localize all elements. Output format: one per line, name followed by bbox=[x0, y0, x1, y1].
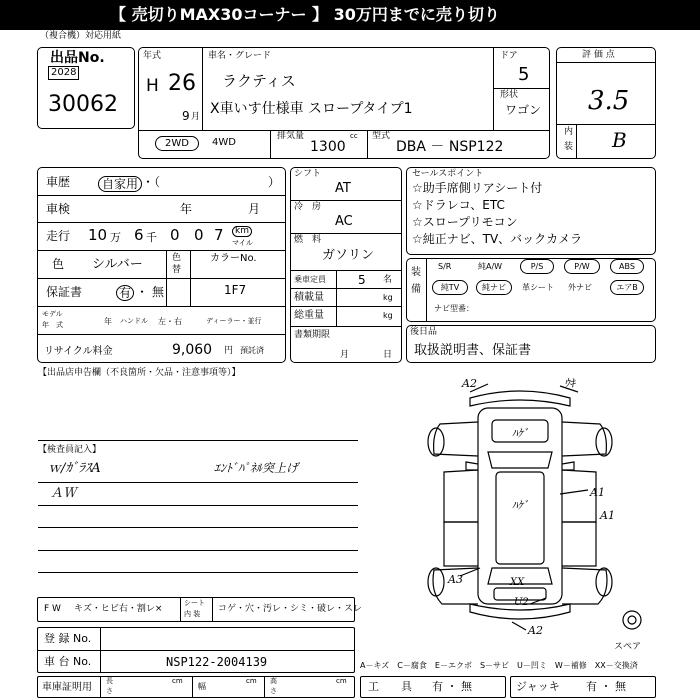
damage-a3: A3 bbox=[448, 573, 463, 586]
lot-number: 30062 bbox=[48, 92, 118, 117]
equip-sr: S/R bbox=[438, 262, 452, 271]
cert-label: 車庫証明用 bbox=[42, 682, 92, 693]
score-label: 評 価 点 bbox=[582, 50, 615, 60]
equip-navi-model: ナビ型番： bbox=[434, 304, 474, 313]
spare-label: スペア bbox=[614, 642, 642, 652]
equipment-label-2: 備 bbox=[411, 284, 421, 295]
color-change-2: 替 bbox=[172, 265, 182, 275]
equip-aw: 純A/W bbox=[478, 262, 503, 271]
recycle-unit: 円 bbox=[224, 346, 234, 356]
dealer-note: 【出品店申告欄（不良箇所・欠品・注意事項等）】 bbox=[38, 368, 241, 378]
mileage-label: 走行 bbox=[46, 229, 71, 243]
doors-label: ドア bbox=[500, 51, 518, 61]
damage-a1: A1 bbox=[590, 486, 605, 499]
chassis-label: 車 台 No. bbox=[44, 655, 92, 668]
inspector-line1: ｗ/ｶﾞﾗｽA bbox=[48, 461, 101, 476]
warranty-label: 保証書 bbox=[46, 285, 83, 299]
doors-value: 5 bbox=[518, 64, 530, 85]
inspector-line2: ＡＷ bbox=[50, 486, 77, 501]
damage-xx: XX bbox=[510, 577, 525, 588]
inspector-line1b: ｴﾝﾄﾞﾊﾟﾈﾙ突上げ bbox=[214, 461, 299, 475]
equip-ps: P/S bbox=[520, 259, 554, 274]
header-sub: （複合機）対応用紙 bbox=[40, 31, 122, 41]
damage-a2-bottom: A2 bbox=[528, 624, 543, 637]
damage-u2: U2 bbox=[514, 597, 529, 608]
shift-label: シフト bbox=[294, 169, 322, 179]
sales-item: ☆スロープリモコン bbox=[412, 215, 518, 229]
vehicle-grade: X車いす仕様車 スロープタイプ1 bbox=[210, 101, 413, 117]
equip-pw: P/W bbox=[564, 259, 600, 274]
vehicle-name: ラクティス bbox=[222, 72, 296, 90]
equip-leather: 革シート bbox=[522, 283, 554, 292]
equip-navi: 純ナビ bbox=[476, 280, 512, 295]
banner-title: 【 売切りMAX30コーナー 】 30万円までに売り切り bbox=[110, 5, 500, 24]
displacement-value: 1300 bbox=[310, 139, 346, 155]
reg-label: 登 録 No. bbox=[44, 632, 92, 645]
cert-height-2: さ bbox=[270, 687, 277, 695]
history-value: 自家用 bbox=[98, 176, 142, 192]
damage-u-top: ｳｷ bbox=[564, 377, 575, 390]
interior-value: B bbox=[612, 128, 627, 152]
capacity-label: 乗車定員 bbox=[294, 275, 326, 284]
body-value: ワゴン bbox=[505, 103, 542, 117]
history-label: 車歴 bbox=[46, 175, 71, 189]
model-value: DBA － NSP122 bbox=[396, 139, 504, 155]
recycle-value: 9,060 bbox=[172, 342, 213, 358]
mileage-sen: 千 bbox=[146, 231, 157, 244]
capacity-unit: 名 bbox=[383, 275, 393, 285]
sales-item: ☆ドラレコ、ETC bbox=[412, 198, 505, 212]
year-num: 26 bbox=[168, 71, 196, 96]
lot-label: 出品No. bbox=[50, 50, 105, 66]
load-label: 積載量 bbox=[294, 292, 324, 303]
fw-label: F W bbox=[44, 604, 61, 614]
car-diagram bbox=[400, 372, 660, 644]
equip-ext-navi: 外ナビ bbox=[568, 283, 592, 292]
year-month: 9 bbox=[182, 109, 190, 123]
deadline-label: 書類期限 bbox=[294, 330, 331, 340]
mileage-km: km bbox=[232, 226, 252, 237]
jack-label: ジャッキ bbox=[516, 680, 560, 693]
mileage-v1: 10 bbox=[88, 226, 108, 244]
model-year-l2: 年 式 bbox=[42, 321, 63, 329]
inspection-year: 年 bbox=[180, 202, 193, 216]
year-era: H bbox=[146, 76, 159, 96]
year-month-suffix: 月 bbox=[191, 112, 201, 122]
seat-items: コゲ・穴・汚レ・シミ・破レ・スレ bbox=[218, 604, 363, 614]
model-year-lr: 左・右 bbox=[158, 317, 182, 326]
warranty-no: 無 bbox=[152, 285, 165, 299]
mileage-v2: 6 bbox=[134, 226, 144, 244]
score-value: 3.5 bbox=[588, 86, 630, 116]
fw-items: キズ・ヒビ右・割レ× bbox=[74, 604, 163, 614]
sales-item: ☆純正ナビ、TV、バックカメラ bbox=[412, 232, 583, 246]
cc-label: cc bbox=[350, 132, 358, 140]
damage-a2-top: A2 bbox=[462, 377, 477, 390]
mileage-v4: 0 bbox=[194, 226, 204, 244]
weight-label: 総重量 bbox=[294, 310, 324, 321]
model-year-l1: モデル bbox=[42, 310, 63, 318]
equip-airbag: エアB bbox=[610, 280, 644, 295]
chassis-value: NSP122-2004139 bbox=[166, 655, 268, 669]
load-unit: kg bbox=[383, 293, 393, 302]
mileage-v3: 0 bbox=[170, 226, 180, 244]
cert-width-cm: cm bbox=[246, 677, 257, 685]
color-label: 色 bbox=[52, 257, 65, 271]
color-change-1: 色 bbox=[172, 253, 182, 263]
cert-length-1: 長 bbox=[106, 677, 113, 685]
ac-label: 冷 房 bbox=[294, 202, 322, 212]
mileage-mile: マイル bbox=[232, 239, 253, 247]
model-label: 型式 bbox=[372, 131, 391, 141]
recycle-label: リサイクル料金 bbox=[44, 346, 113, 357]
damage-a1b: A1 bbox=[600, 509, 615, 522]
sales-label: セールスポイント bbox=[412, 169, 484, 179]
seat-label-1: シート bbox=[184, 599, 205, 607]
ac-value: AC bbox=[335, 214, 353, 229]
deadline-month: 月 bbox=[340, 350, 350, 360]
deadline-day: 日 bbox=[383, 350, 393, 360]
model-year-dealer: ディーラー・並行 bbox=[206, 317, 262, 325]
color-code-label: カラーNo. bbox=[210, 253, 257, 264]
mileage-man: 万 bbox=[110, 231, 121, 244]
extras-label: 後日品 bbox=[410, 327, 438, 337]
damage-hage-1: ﾊｹﾞ bbox=[512, 427, 529, 440]
extras-value: 取扱説明書、保証書 bbox=[414, 343, 532, 358]
recycle-note: 預託済 bbox=[240, 346, 264, 355]
drive-2wd: 2WD bbox=[155, 136, 199, 151]
damage-hage-2: ﾊｹﾞ bbox=[512, 499, 529, 512]
cert-width: 幅 bbox=[198, 682, 206, 691]
damage-legend: A－キズ C－腐食 E－エクボ S－サビ U－凹ミ W－補修 XX－交換済 bbox=[360, 661, 638, 670]
capacity-value: 5 bbox=[358, 273, 366, 287]
warranty-yes: 有 bbox=[116, 285, 134, 301]
equip-tv: 純TV bbox=[432, 280, 468, 295]
shift-value: AT bbox=[335, 181, 351, 196]
inspection-label: 車検 bbox=[46, 202, 71, 216]
color-code: 1F7 bbox=[224, 283, 247, 297]
drive-4wd: 4WD bbox=[212, 137, 236, 148]
displacement-label: 排気量 bbox=[277, 131, 305, 141]
sales-item: ☆助手席側リアシート付 bbox=[412, 181, 543, 195]
history-tail: ・（ ） bbox=[142, 175, 281, 189]
lot-year-stamp: 2028 bbox=[48, 66, 79, 80]
equip-abs: ABS bbox=[610, 259, 644, 274]
inspection-month: 月 bbox=[248, 202, 261, 216]
interior-label-2: 装 bbox=[564, 142, 574, 152]
cert-height-cm: cm bbox=[336, 677, 347, 685]
inspector-label: 【検査員記入】 bbox=[38, 445, 102, 455]
tools-value: 有 ・ 無 bbox=[432, 680, 472, 693]
fuel-value: ガソリン bbox=[322, 248, 375, 263]
name-label: 車名・グレード bbox=[208, 51, 272, 61]
warranty-sep: ・ bbox=[136, 285, 149, 299]
model-year-handle: ハンドル bbox=[120, 317, 148, 325]
tools-label: 工 具 bbox=[368, 680, 412, 693]
mileage-v5: 7 bbox=[214, 226, 224, 244]
seat-label-2: 内 装 bbox=[184, 610, 201, 618]
body-label: 形状 bbox=[500, 90, 519, 100]
cert-height-1: 高 bbox=[270, 677, 277, 685]
weight-unit: kg bbox=[383, 311, 393, 320]
equipment-label-1: 装 bbox=[411, 267, 421, 278]
cert-length-2: さ bbox=[106, 687, 113, 695]
model-year-year: 年 bbox=[104, 317, 112, 326]
year-label: 年式 bbox=[143, 51, 162, 61]
interior-label-1: 内 bbox=[564, 127, 574, 137]
fuel-label: 燃 料 bbox=[294, 235, 322, 245]
cert-length-cm: cm bbox=[172, 677, 183, 685]
color-value: シルバー bbox=[92, 257, 143, 272]
jack-value: 有 ・ 無 bbox=[586, 680, 626, 693]
